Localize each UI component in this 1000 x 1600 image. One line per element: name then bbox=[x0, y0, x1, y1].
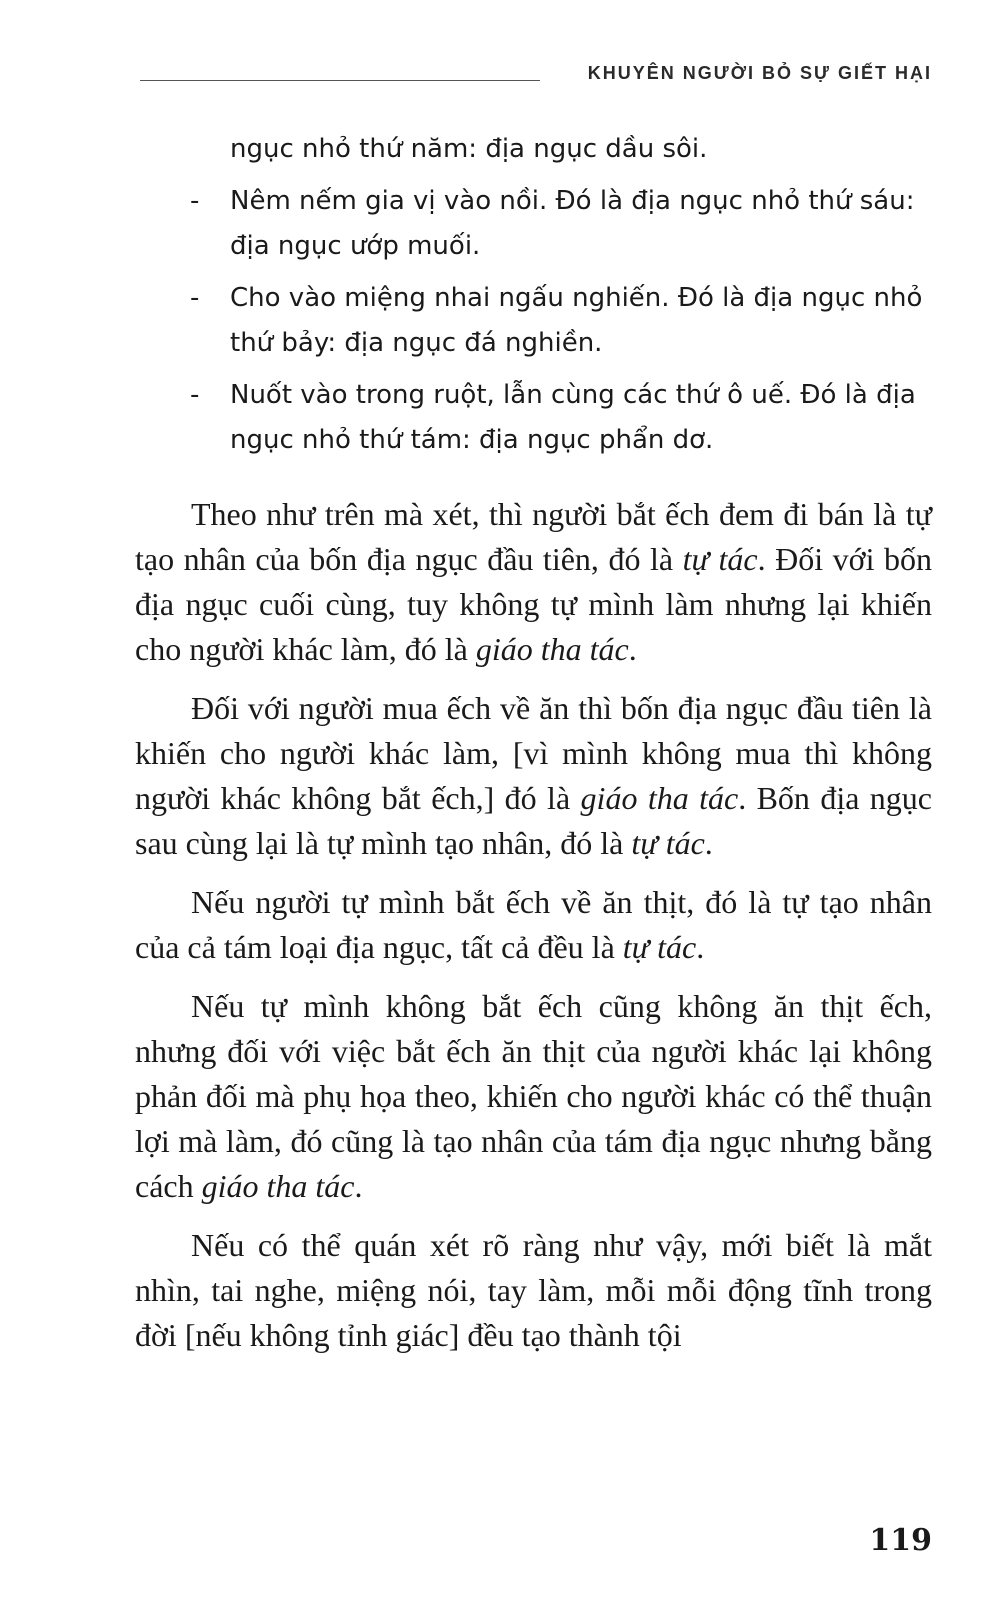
text-run: Nếu có thể quán xét rõ ràng như vậy, mới biết là mắt nhìn, tai nghe, miệng nói, tay làm, mỗi mỗi động tĩnh trong đời [nếu không tỉnh giác] đều tạo thành tội bbox=[135, 1227, 932, 1353]
text-run: Nếu tự mình không bắt ếch cũng không ăn thịt ếch, nhưng đối với việc bắt ếch ăn thịt của người khác lại không phản đối mà phụ họa theo, khiến cho người khác có thể thuận lợi mà làm, đó cũng là tạo nhân của tám địa ngục nhưng bằng cách bbox=[135, 988, 932, 1204]
text-run: Nếu người tự mình bắt ếch về ăn thịt, đó là tự tạo nhân của cả tám loại địa ngục, tất cả đều là bbox=[135, 884, 932, 965]
text-run: . bbox=[696, 929, 705, 965]
list-item-text: Nêm nếm gia vị vào nồi. Đó là địa ngục nhỏ thứ sáu: địa ngục ướp muối. bbox=[230, 186, 915, 261]
text-run: Theo như trên mà xét, thì người bắt ếch đem đi bán là tự tạo nhân của bốn địa ngục đầu tiên, đó là bbox=[135, 496, 932, 577]
text-run: Đối với người mua ếch về ăn thì bốn địa ngục đầu tiên là khiến cho người khác làm, [vì mình không mua thì không người khác không bắt ếch,] đó là bbox=[135, 690, 932, 816]
header-rule bbox=[140, 80, 540, 81]
bullet-list bbox=[0, 127, 1000, 463]
italic-term: giáo tha tác bbox=[201, 1168, 355, 1204]
italic-term: tự tác bbox=[622, 929, 697, 965]
text-run: . bbox=[628, 631, 637, 667]
list-item-text: Cho vào miệng nhai ngấu nghiến. Đó là địa ngục nhỏ thứ bảy: địa ngục đá nghiền. bbox=[230, 283, 923, 358]
list-marker: - bbox=[190, 380, 200, 410]
list-item-text: Nuốt vào trong ruột, lẫn cùng các thứ ô uế. Đó là địa ngục nhỏ thứ tám: địa ngục phẩn dơ. bbox=[230, 380, 916, 455]
body-text bbox=[135, 492, 932, 1372]
paragraph bbox=[135, 1223, 932, 1358]
paragraph bbox=[135, 492, 932, 672]
page-number: 119 bbox=[869, 1523, 932, 1558]
list-continuation: ngục nhỏ thứ năm: địa ngục dầu sôi. bbox=[230, 134, 708, 164]
list-item bbox=[190, 373, 932, 463]
text-run: . bbox=[704, 825, 713, 861]
paragraph bbox=[135, 686, 932, 866]
italic-term: tự tác bbox=[631, 825, 705, 861]
paragraph bbox=[135, 984, 932, 1209]
italic-term: giáo tha tác bbox=[580, 780, 739, 816]
list-marker: - bbox=[190, 186, 200, 216]
text-run: . Đối với bốn địa ngục cuối cùng, tuy không tự mình làm nhưng lại khiến cho người khác làm, đó là bbox=[135, 541, 933, 667]
italic-term: giáo tha tác bbox=[475, 631, 629, 667]
italic-term: tự tác bbox=[682, 541, 758, 577]
list-item bbox=[190, 179, 932, 269]
paragraph bbox=[135, 880, 932, 970]
text-run: . Bốn địa ngục sau cùng lại là tự mình tạo nhân, đó là bbox=[135, 780, 933, 861]
running-head: KHUYÊN NGƯỜI BỎ SỰ GIẾT HẠI bbox=[587, 63, 932, 83]
list-marker: - bbox=[190, 283, 200, 313]
text-run: . bbox=[354, 1168, 363, 1204]
list-item bbox=[190, 276, 932, 366]
